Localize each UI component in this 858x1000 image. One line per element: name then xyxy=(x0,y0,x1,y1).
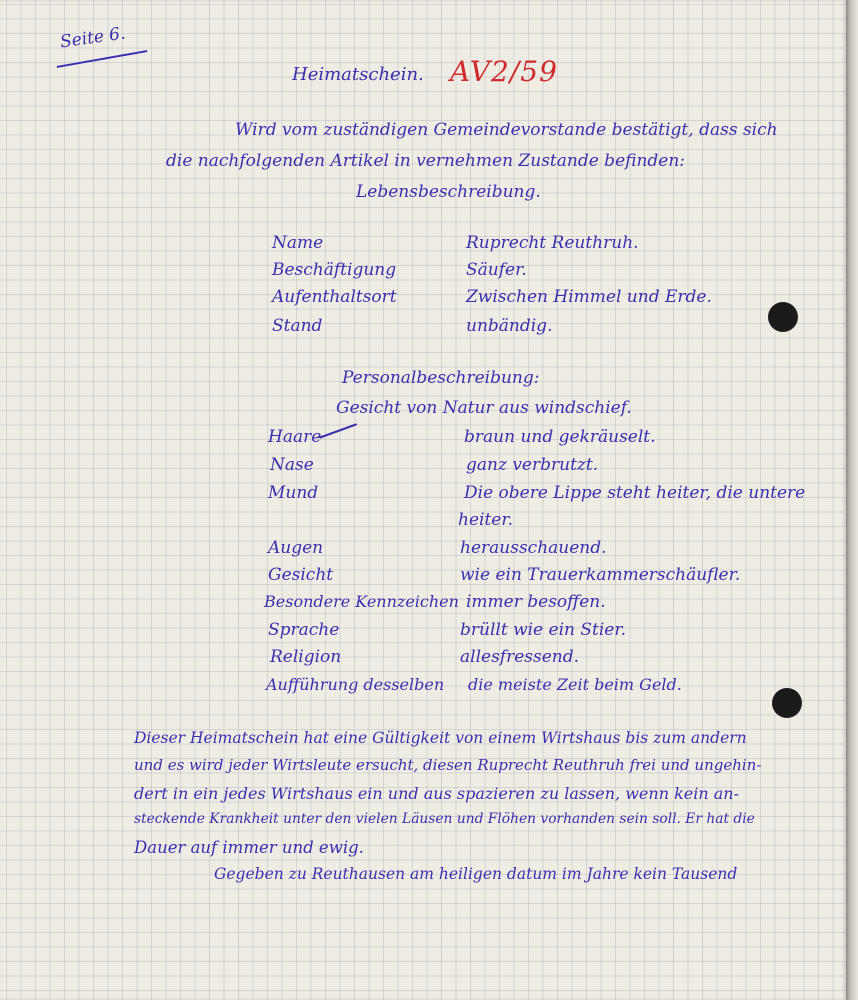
intro-line-2: die nachfolgenden Artikel in vernehmen Zustande befinden: xyxy=(166,151,686,171)
field-label-occupation: Beschäftigung xyxy=(272,260,397,280)
field-value-mouth: Die obere Lippe steht heiter, die untere xyxy=(464,483,806,503)
field-value-religion: allesfressend. xyxy=(460,647,580,667)
heading-bracket-stroke xyxy=(319,423,357,439)
signature-line: Gegeben zu Reuthausen am heiligen datum im Jahre kein Tausend xyxy=(214,865,738,883)
field-value-face: wie ein Trauerkammerschäufler. xyxy=(460,565,741,585)
closing-line-2: und es wird jeder Wirtsleute ersucht, diesen Ruprecht Reuthruh frei und ungehin- xyxy=(134,756,762,774)
field-value-conduct: die meiste Zeit beim Geld. xyxy=(468,675,682,694)
archive-reference: AV2/59 xyxy=(450,55,558,88)
field-label-nose: Nase xyxy=(270,455,314,475)
section1-heading: Lebensbeschreibung. xyxy=(356,182,541,202)
field-value-status: unbändig. xyxy=(466,316,553,336)
closing-line-4: steckende Krankheit unter den vielen Läusen und Flöhen vorhanden sein soll. Er hat die xyxy=(134,811,755,827)
field-label-name: Name xyxy=(272,233,324,253)
page-edge xyxy=(846,0,858,1000)
field-label-mouth: Mund xyxy=(268,483,319,503)
field-label-eyes: Augen xyxy=(268,538,324,558)
field-label-conduct: Aufführung desselben xyxy=(266,675,445,694)
field-value-mouth-continued: heiter. xyxy=(458,510,514,530)
corner-note-underline xyxy=(57,50,148,68)
field-label-speech: Sprache xyxy=(268,620,340,640)
field-value-name: Ruprecht Reuthruh. xyxy=(466,233,639,253)
field-value-speech: brüllt wie ein Stier. xyxy=(460,620,627,640)
document-title: Heimatschein. xyxy=(292,64,424,85)
corner-note: Seite 6. xyxy=(58,23,127,53)
field-label-religion: Religion xyxy=(270,647,342,667)
field-value-nose: ganz verbrutzt. xyxy=(466,455,599,475)
punch-hole-bottom xyxy=(772,688,802,718)
field-value-hair: braun und gekräuselt. xyxy=(464,427,656,447)
section2-subheading: Gesicht von Natur aus windschief. xyxy=(336,398,632,418)
field-label-marks: Besondere Kennzeichen xyxy=(264,592,459,611)
field-value-marks: immer besoffen. xyxy=(466,592,606,612)
field-value-eyes: herausschauend. xyxy=(460,538,607,558)
field-value-occupation: Säufer. xyxy=(466,260,527,280)
intro-line-1: Wird vom zuständigen Gemeindevorstande bestätigt, dass sich xyxy=(235,120,778,140)
field-label-face: Gesicht xyxy=(268,565,334,585)
closing-line-3: dert in ein jedes Wirtshaus ein und aus spazieren zu lassen, wenn kein an- xyxy=(134,784,740,803)
punch-hole-top xyxy=(768,302,798,332)
field-value-residence: Zwischen Himmel und Erde. xyxy=(466,287,712,307)
section2-heading: Personalbeschreibung: xyxy=(342,368,540,388)
field-label-residence: Aufenthaltsort xyxy=(272,287,397,307)
field-label-status: Stand xyxy=(272,316,323,336)
closing-line-1: Dieser Heimatschein hat eine Gültigkeit von einem Wirtshaus bis zum andern xyxy=(134,729,747,747)
closing-line-5: Dauer auf immer und ewig. xyxy=(134,838,364,857)
field-label-hair: Haare xyxy=(268,427,322,447)
